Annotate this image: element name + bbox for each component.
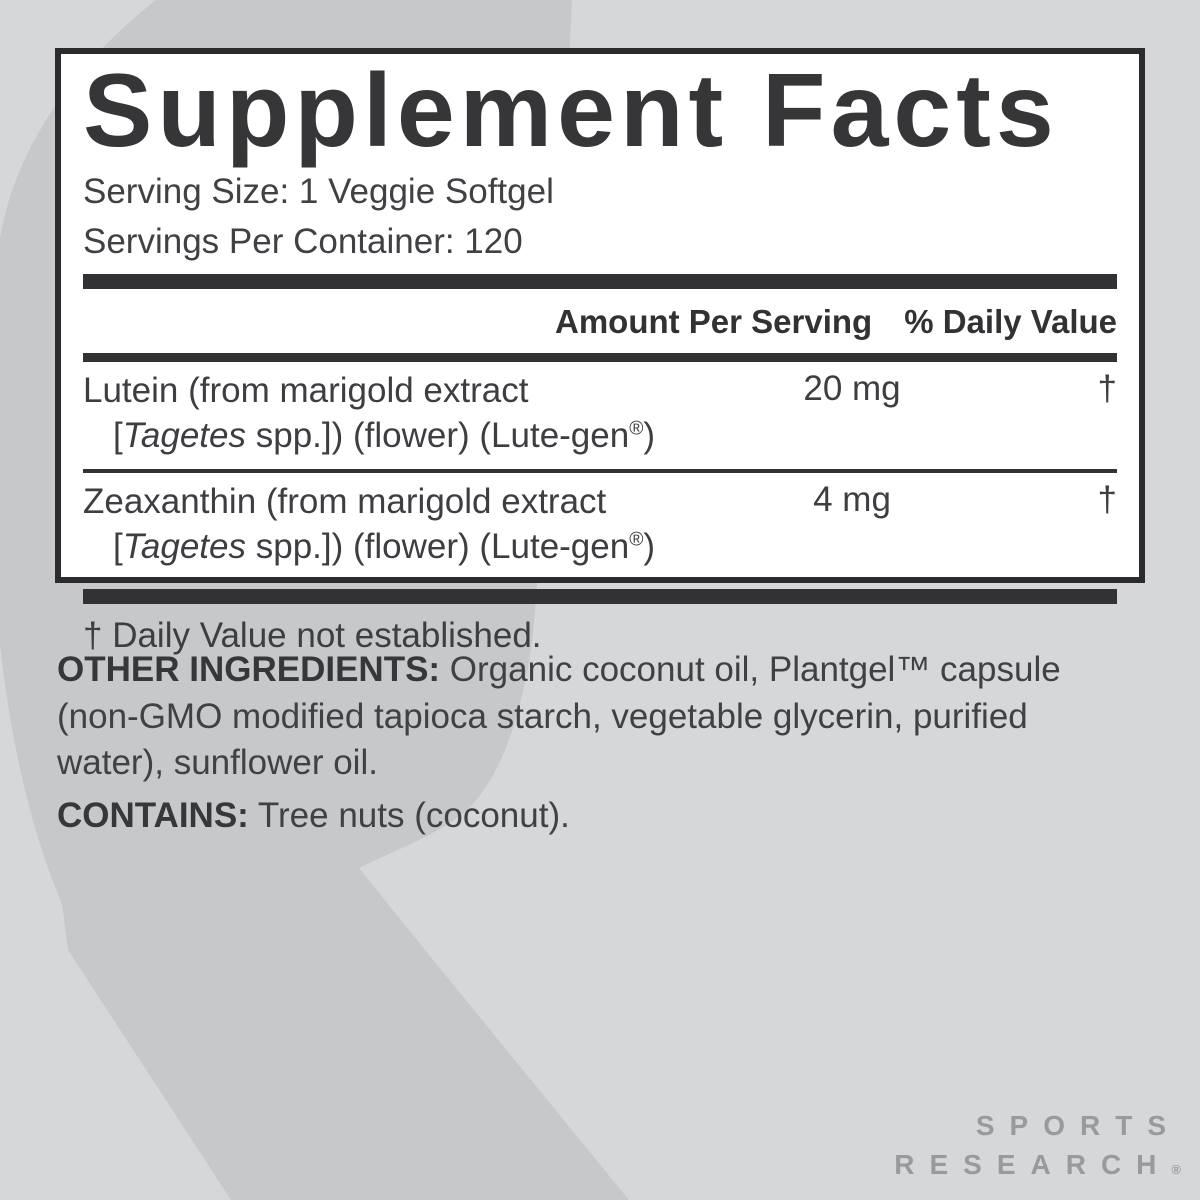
other-ingredients-text: Organic coconut oil, Plantgel™ capsule (non-GMO modified tapioca starch, vegetable glycerin, purified water), sunflower oil. <box>57 650 1061 783</box>
daily-value-header: % Daily Value <box>904 303 1117 341</box>
table-row-zeaxanthin <box>83 473 1117 580</box>
daily-value-cell: † <box>1097 369 1117 409</box>
table-row-lutein <box>83 362 1117 469</box>
column-header-row <box>83 289 1117 353</box>
ingredient-line1: Zeaxanthin (from marigold extract <box>83 481 607 521</box>
amount-per-serving-header: Amount Per Serving <box>554 303 873 341</box>
supplement-facts-panel <box>55 48 1145 656</box>
daily-value-cell: † <box>1097 479 1117 519</box>
other-ingredients-label: OTHER INGREDIENTS: <box>57 650 441 689</box>
other-ingredients-paragraph <box>57 647 1127 787</box>
ingredient-line2: [Tagetes spp.]) (flower) (Lute-gen®) <box>113 416 656 456</box>
divider-thick-bottom <box>83 589 1117 604</box>
contains-label: CONTAINS: <box>57 796 249 835</box>
daily-value-footnote: † Daily Value not established. <box>83 616 542 656</box>
divider-under-header <box>83 353 1117 362</box>
ingredient-name <box>83 480 747 570</box>
registered-mark: ® <box>1171 1161 1181 1177</box>
panel-title: Supplement Facts <box>83 53 1059 169</box>
amount-value: 20 mg <box>803 369 901 409</box>
sports-research-logo <box>894 1106 1181 1184</box>
divider-thick-top <box>83 274 1117 289</box>
serving-size: Serving Size: 1 Veggie Softgel <box>83 172 554 212</box>
brand-line-research: RESEARCH® <box>894 1148 1181 1180</box>
brand-line-sports: SPORTS <box>975 1109 1181 1141</box>
ingredient-line1: Lutein (from marigold extract <box>83 371 529 411</box>
ingredient-name <box>83 369 747 459</box>
contains-text: Tree nuts (coconut). <box>248 796 570 835</box>
contains-paragraph <box>57 793 1127 840</box>
ingredient-line2: [Tagetes spp.]) (flower) (Lute-gen®) <box>113 526 656 566</box>
servings-per-container: Servings Per Container: 120 <box>83 222 523 262</box>
amount-value: 4 mg <box>813 479 891 519</box>
